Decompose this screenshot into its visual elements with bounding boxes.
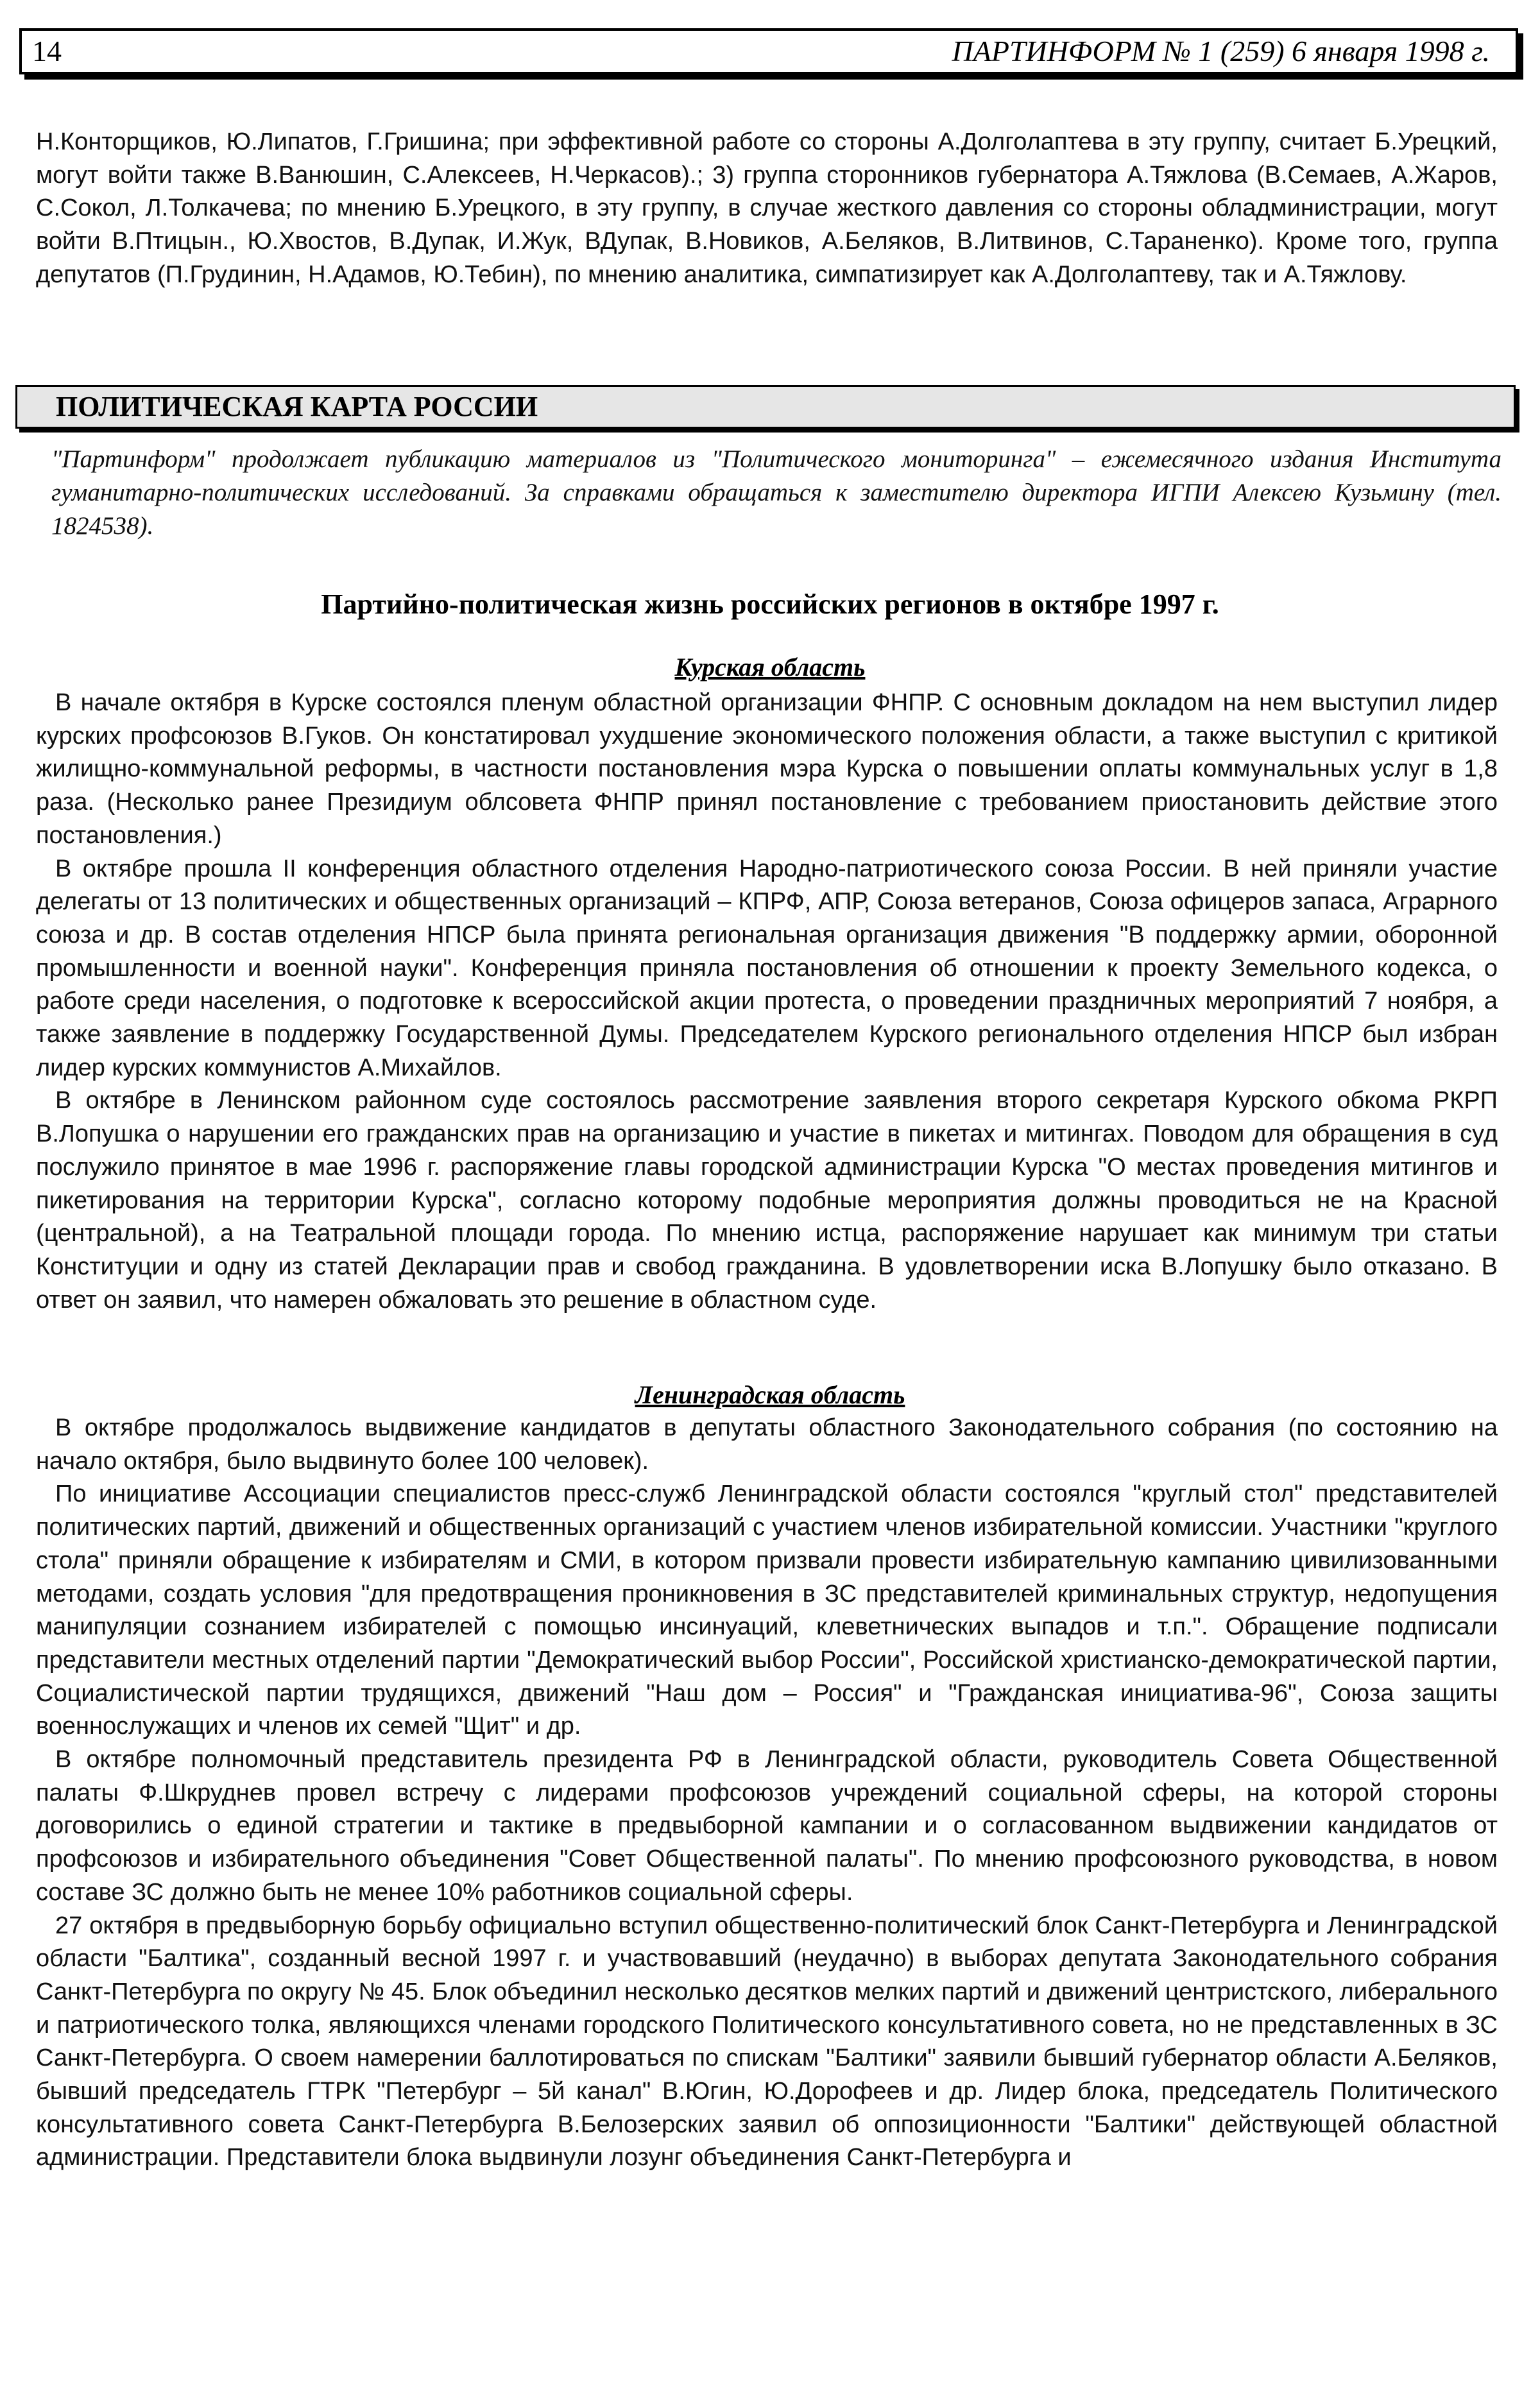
section-heading-bar xyxy=(15,385,1516,429)
section-intro: "Партинформ" продолжает публикацию материалов из "Политического мониторинга" – ежемесячного издания Института гуманитарно-политических исследований. За справками обращаться к заместителю директора ИГПИ Алексею Кузьмину (тел. 1824538). xyxy=(51,445,1502,540)
section-title: ПОЛИТИЧЕСКАЯ КАРТА РОССИИ xyxy=(56,391,538,422)
paragraph: В октябре в Ленинском районном суде состоялось рассмотрение заявления второго секретаря Курского обкома РКРП В.Лопушка о нарушении его гражданских прав на организацию и участие в пикетах и митингах. Поводом для обращения в суд послужило принятое в мае 1996 г. распоряжение главы городской администрации Курска "О местах проведения митингов и пикетирования на территории Курска", согласно которому подобные мероприятия должны проводиться не на Красной (центральной), а на Театральной площади города. По мнению истца, распоряжение нарушает как минимум три статьи Конституции и одну из статей Декларации прав и свобод гражданина. В удовлетворении иска В.Лопушку было отказано. В ответ он заявил, что намерен обжаловать это решение в областном суде. xyxy=(36,1087,1498,1314)
continued-text xyxy=(36,126,1498,292)
paragraph: В начале октября в Курске состоялся пленум областной организации ФНПР. С основным докладом на нем выступил лидер курских профсоюзов В.Гуков. Он констатировал ухудшение экономического положения области, а также выступил с критикой жилищно-коммунальной реформы, в частности постановления мэра Курска о повышении оплаты коммунальных услуг в 1,8 раза. (Несколько ранее Президиум облсовета ФНПР принял постановление с требованием приостановить действие этого постановления.) xyxy=(36,689,1498,849)
paragraph: В октябре прошла II конференция областного отделения Народно-патриотического союза России. В ней приняли участие делегаты от 13 политических и общественных организаций – КПРФ, АПР, Союза ветеранов, Союза офицеров запаса, Аграрного союза и др. В состав отделения НПСР была принята региональная организация движения "В поддержку армии, оборонной промышленности и военной науки". Конференция приняла постановления об отношении к проекту Земельного кодекса, о работе среди населения, о подготовке к всероссийской акции протеста, о проведении праздничных мероприятий 7 ноября, а также заявление в поддержку Государственной Думы. Председателем Курского регионального отделения НПСР был избран лидер курских коммунистов А.Михайлов. xyxy=(36,855,1498,1081)
paragraph: По инициативе Ассоциации специалистов пресс-служб Ленинградской области состоялся "круглый стол" представителей политических партий, движений и общественных организаций с участием членов избирательной комиссии. Участники "круглого стола" приняли обращение к избирателям и СМИ, в котором призвали провести избирательную кампанию цивилизованными методами, создать условия "для предотвращения проникновения в ЗС представителей криминальных структур, недопущения манипуляции сознанием избирателей с помощью инсинуаций, клеветнических выпадов и т.п.". Обращение подписали представители местных отделений партии "Демократический выбор России", Российской христианско-демократической партии, Социалистической партии трудящихся, движений "Наш дом – Россия" и "Гражданская инициатива-96", Союза защиты военнослужащих и членов их семей "Щит" и др. xyxy=(36,1480,1498,1740)
page-number: 14 xyxy=(32,35,62,67)
paragraph: В октябре продолжалось выдвижение кандидатов в депутаты областного Законодательного собрания (по состоянию на начало октября, было выдвинуто более 100 человек). xyxy=(36,1414,1498,1475)
publication-title: ПАРТИНФОРМ № 1 (259) 6 января 1998 г. xyxy=(952,35,1490,67)
region-body-kursk xyxy=(36,687,1498,1317)
paragraph: 27 октября в предвыборную борьбу официально вступил общественно-политический блок Санкт-Петербурга и Ленинградской области "Балтика", созданный весной 1997 г. и участвовавший (неудачно) в выборах депутата Законодательного собрания Санкт-Петербурга по округу № 45. Блок объединил несколько десятков мелких партий и движений центристского, либерального и патриотического толка, являющихся членами городского Политического консультативного совета, но не представленных в ЗС Санкт-Петербурга. О своем намерении баллотироваться по спискам "Балтики" заявили бывший губернатор области А.Беляков, бывший председатель ГТРК "Петербург – 5й канал" В.Югин, Ю.Дорофеев и др. Лидер блока, председатель Политического консультативного совета Санкт-Петербурга В.Белозерских заявил об оппозиционности "Балтики" действующей областной администрации. Представители блока выдвинули лозунг объединения Санкт-Петербурга и xyxy=(36,1912,1498,2172)
region-heading-kursk: Курская область xyxy=(674,653,866,681)
page-header xyxy=(19,28,1518,74)
paragraph: Н.Конторщиков, Ю.Липатов, Г.Гришина; при эффективной работе со стороны А.Долголаптева в эту группу, считает Б.Урецкий, могут войти также В.Ванюшин, С.Алексеев, Н.Черкасов).; 3) группа сторонников губернатора А.Тяжлова (В.Семаев, А.Жаров, С.Сокол, Л.Толкачева; по мнению Б.Урецкого, в эту группу, в случае жесткого давления со стороны обладминистрации, могут войти В.Птицын., Ю.Хвостов, В.Дупак, И.Жук, ВДупак, В.Новиков, А.Беляков, В.Литвинов, С.Тараненко). Кроме того, группа депутатов (П.Грудинин, Н.Адамов, Ю.Тебин), по мнению аналитика, симпатизирует как А.Долголаптеву, так и А.Тяжлову. xyxy=(36,128,1498,288)
region-heading-leningrad: Ленинградская область xyxy=(635,1380,905,1409)
paragraph: В октябре полномочный представитель президента РФ в Ленинградской области, руководитель Совета Общественной палаты Ф.Шкруднев провел встречу с лидерами профсоюзов учреждений социальной сферы, на которой стороны договорились о единой стратегии и тактике в предвыборной кампании и о согласованном выдвижении кандидатов от профсоюзов и избирательного объединения "Совет Общественной палаты". По мнению профсоюзного руководства, в новом составе ЗС должно быть не менее 10% работников социальной сферы. xyxy=(36,1746,1498,1906)
region-body-leningrad xyxy=(36,1412,1498,2175)
article-title: Партийно-политическая жизнь российских регионов в октябре 1997 г. xyxy=(321,588,1219,620)
